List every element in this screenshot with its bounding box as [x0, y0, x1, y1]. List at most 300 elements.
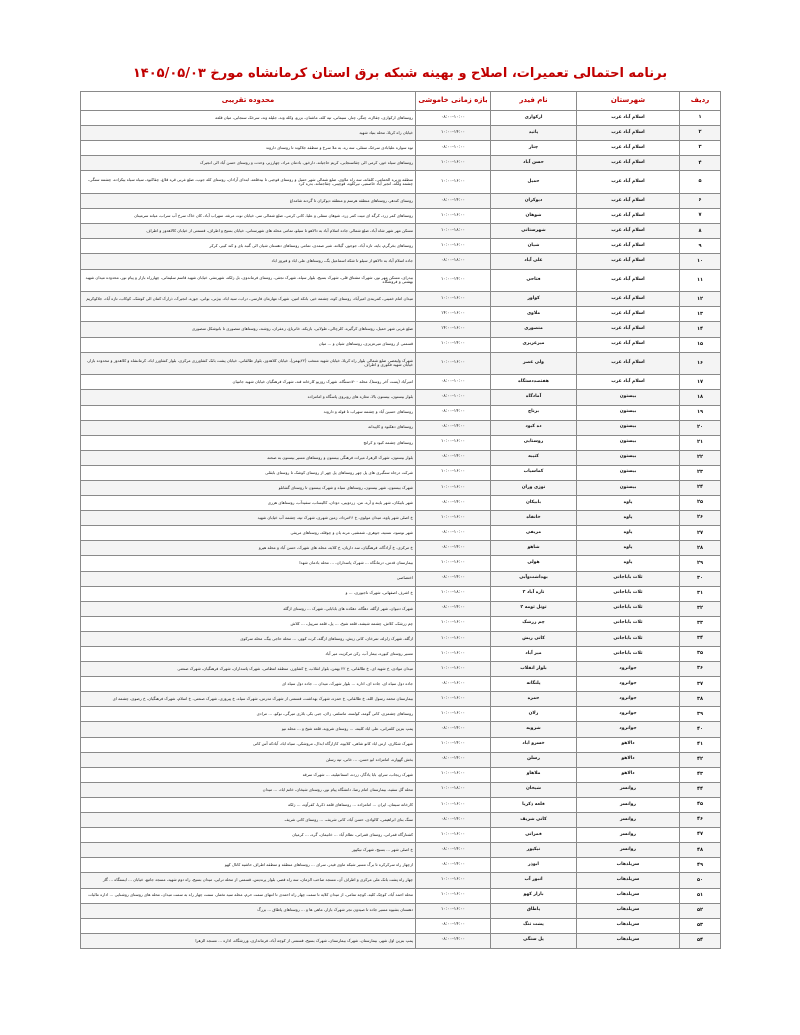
outage-window-cell: ۱۰:۰۰-۱۶:۰۰ [416, 511, 491, 526]
county-cell: پاوه [577, 556, 680, 571]
area-cell: پمپ بنزین اول شهر، بیمارستان، شهرک بیمارستان، شهرک بسیج، قسمتی از کوچه آباد، فرمانداری، ورزشگاه، اداره ... مسجد الزهرا [81, 933, 416, 948]
area-cell: روستاهای چشمزی، کانی گومه، کولسه، ماسلمر، زلان، جبی بکر، بلاری میرگی، نوکو، ... مرادی [81, 707, 416, 722]
feeder-cell: بهداشت‌وآبی [491, 571, 577, 586]
area-cell: سنگ بنای ابراهیمی، کالوادی، حسن آباد، کانی شریف، ... روستای کانی شریف [81, 813, 416, 828]
table-row [81, 662, 721, 677]
area-cell: بیدرای، مسکن مهر نور، شهرک مشتاق قلی، شهرک بسیج، بلوار سپاه، شهرک نجفی، روستای فرماندوی، بل زلکه، شهرنشر، خیابان شهید قاسم سلیمانی، چهارراه بازار و پیام نور، محدوده میدان شهید بهشتی و فروشگاه [81, 269, 416, 292]
row-number-cell: ۳۳ [680, 616, 721, 631]
row-number-cell: ۱۹ [680, 405, 721, 420]
row-number-cell: ۳۸ [680, 692, 721, 707]
feeder-cell: منصوری [491, 322, 577, 337]
outage-window-cell: ۰۸:۰۰-۱۴:۰۰ [416, 918, 491, 933]
table-row [81, 903, 721, 918]
table-row [81, 707, 721, 722]
table-row [81, 631, 721, 646]
area-cell: چم زرشک، کلاش، چشمه شیشه، قلعه شیخ، ... پل، قلعه سرپیل، ... کلاش [81, 616, 416, 631]
table-row [81, 813, 721, 828]
row-number-cell: ۱۰ [680, 254, 721, 269]
feeder-cell: پاطاق [491, 903, 577, 918]
feeder-cell: رسلن [491, 752, 577, 767]
feeder-cell: خسرو اباد [491, 737, 577, 752]
row-number-cell: ۵۰ [680, 873, 721, 888]
area-cell: ازچهار راه سرکرکره تا برگ مسیر شبکه ماوی فیدر، سرای ... روستاهای منطقه و منطقه اطراف حاشیه کانال کهو [81, 858, 416, 873]
outage-window-cell: ۰۸:۰۰-۱۴:۰۰ [416, 496, 491, 511]
county-cell: سرپلذهاب [577, 903, 680, 918]
area-cell: بلوار بیستون، بیستون بالا، مغازه های روبروی پاسگاه و امامزاده [81, 390, 416, 405]
table-row [81, 496, 721, 511]
area-cell: جاده اسلام آباد به دالاهو از سیلو تا شکه اسماعیل بگ، روستاهای علی اباد و فیروز اباد [81, 254, 416, 269]
row-number-cell: ۴۲ [680, 752, 721, 767]
feeder-cell: پاتید [491, 126, 577, 141]
table-header-row [81, 92, 721, 111]
county-cell: ثلاث باباجانی [577, 631, 680, 646]
feeder-cell: شرویه [491, 722, 577, 737]
feeder-cell: ملاوی [491, 307, 577, 322]
outage-window-cell: ۱۰:۰۰-۱۴:۰۰ [416, 737, 491, 752]
outage-window-cell: ۱۰:۰۰-۱۶:۰۰ [416, 662, 491, 677]
row-number-cell: ۱۸ [680, 390, 721, 405]
row-number-cell: ۵۱ [680, 888, 721, 903]
area-cell: خ اصلی شهر ... بسیج، شهرک نیکپور [81, 843, 416, 858]
feeder-cell: حمیل [491, 171, 577, 194]
row-number-cell: ۵۳ [680, 918, 721, 933]
outage-window-cell: ۱۰:۰۰-۱۶:۰۰ [416, 480, 491, 495]
feeder-cell: دیوکران [491, 194, 577, 209]
feeder-cell: هولی [491, 556, 577, 571]
area-cell: ضلع غربی شهر حمیل، روستاهای کرگیره، کلرچالی، طولابی، بازیکه، خانرباغ، زعفران، روشند، روستاهای منصوری تا بانوشکل منصوری [81, 322, 416, 337]
row-number-cell: ۳۲ [680, 601, 721, 616]
row-number-cell: ۵۲ [680, 903, 721, 918]
area-cell: امیرآباد (پست آخر روستا)، محله ۷۰۰دستگاه، شهرک روزیو کارخانه قند، شهرک فرهنگیان خیابان شهید جانبیان [81, 375, 416, 390]
outage-window-cell: ۰۸:۰۰-۱۴:۰۰ [416, 601, 491, 616]
outage-window-cell: ۱۰:۰۰-۱۶:۰۰ [416, 465, 491, 480]
outage-window-cell: ۱۰:۰۰-۱۶:۰۰ [416, 797, 491, 812]
county-cell: اسلام آباد غرب [577, 171, 680, 194]
table-row [81, 375, 721, 390]
area-cell: شهرک ریجاب، سراو، بابا یادگار، زرده، اسماعیلیه، ... شهرک سرقه [81, 767, 416, 782]
table-row [81, 405, 721, 420]
area-cell: کارخانه سیمان، اپران ... امامزاده ... روستاهای قلعه ذکریا، کفرآوه، ... زلکه [81, 797, 416, 812]
table-row [81, 737, 721, 752]
table-row [81, 337, 721, 352]
table-row [81, 307, 721, 322]
row-number-cell: ۳۰ [680, 571, 721, 586]
county-cell: سرپلذهاب [577, 858, 680, 873]
page-title: برنامه احتمالی تعمیرات، اصلاح و بهینه شبکه برق استان کرمانشاه مورخ ۱۴۰۵/۰۵/۰۳ [132, 66, 668, 81]
county-cell: اسلام آباد غرب [577, 254, 680, 269]
county-cell: بیستون [577, 450, 680, 465]
table-row [81, 828, 721, 843]
row-number-cell: ۴۰ [680, 722, 721, 737]
county-cell: جوانرود [577, 662, 680, 677]
feeder-cell: مریفی [491, 526, 577, 541]
table-row [81, 156, 721, 171]
row-number-cell: ۶ [680, 194, 721, 209]
table-row [81, 254, 721, 269]
area-cell: محله احمد آباد، کوچک کلیه، کوچه تمامی، از میدان کلایه تا سمت چهار راه احمدی تا انتهای سمت حرم، محله سید تخمار، سمت چهار راه به سمت میدان، محله های روستای روشنایی ... اداره مالیات [81, 888, 416, 903]
outage-window-cell: ۱۰:۰۰-۱۶:۰۰ [416, 903, 491, 918]
area-cell [81, 307, 416, 322]
column-header-outage-window: بازه زمانی خاموشی [416, 92, 491, 111]
table-row [81, 767, 721, 782]
county-cell: ثلاث باباجانی [577, 616, 680, 631]
county-cell: اسلام آباد غرب [577, 224, 680, 239]
row-number-cell: ۲۰ [680, 420, 721, 435]
row-number-cell: ۵ [680, 171, 721, 194]
table-row [81, 647, 721, 662]
area-cell: شهرک بیستون، شهر بیستون، روستاهای سیاه و شهرک بیستون تا روستای گشانلو [81, 480, 416, 495]
area-cell: جاده دول سیاه ای، جاده ای، اداره ... بلوار شهرک، میدان ... جاده دول سیاه ای [81, 677, 416, 692]
row-number-cell: ۲۳ [680, 465, 721, 480]
county-cell: اسلام آباد غرب [577, 352, 680, 375]
area-cell: بیمارستان قدس، درمانگاه ... شهرک پاسداران، ... محله بادمان شهدا [81, 556, 416, 571]
area-cell: روستاهای بخرگرم، بایه، تازه آباد، جوجور، گیلانه، شیر صمدی، تمامی روستاهای دهستان شیان الی گنبد بای و کند کبیر، کرکر [81, 239, 416, 254]
county-cell: روانسر [577, 782, 680, 797]
table-row [81, 692, 721, 707]
table-row [81, 722, 721, 737]
table-row [81, 571, 721, 586]
county-cell: اسلام آباد غرب [577, 156, 680, 171]
row-number-cell: ۲۶ [680, 511, 721, 526]
feeder-cell: کتیبه [491, 450, 577, 465]
row-number-cell: ۲۸ [680, 541, 721, 556]
county-cell: اسلام آباد غرب [577, 194, 680, 209]
feeder-cell: کواور [491, 292, 577, 307]
table-row [81, 111, 721, 126]
outage-window-cell: ۱۰:۰۰-۱۶:۰۰ [416, 171, 491, 194]
feeder-cell: خانقاه [491, 511, 577, 526]
county-cell: دالاهو [577, 752, 680, 767]
outage-window-cell: ۱۰:۰۰-۱۶:۰۰ [416, 631, 491, 646]
area-cell: چهار راه پشت بانک ملی مرکزی و اطراف آن، مسجد صاحب الزمان، سه راه قصر، بلوار پرندیس، قسمتی از محله ترابی، میدان بسیج، راه دوم شهید، مسجد جامع، خیابان ... ایستگاه ... گاز [81, 873, 416, 888]
row-number-cell: ۹ [680, 239, 721, 254]
outage-window-cell: ۰۸:۰۰-۱۴:۰۰ [416, 541, 491, 556]
row-number-cell: ۱۲ [680, 292, 721, 307]
feeder-cell: قمرانی [491, 828, 577, 843]
column-header-county: شهرستان [577, 92, 680, 111]
area-cell: خ اصلی شهر پاوه، میدان مولوی، خ ۲۶مرداد، زمین شهری، شهرک تپه، چشمه آب خیابان شهید [81, 511, 416, 526]
feeder-cell: تونل ثومه ۲ [491, 601, 577, 616]
county-cell: اسلام آباد غرب [577, 337, 680, 352]
row-number-cell: ۸ [680, 224, 721, 239]
area-cell: شهر نوسود، نستیه، جوهری، شمشیر، مرنه یان و چوقله، روستاهای مریفی [81, 526, 416, 541]
area-cell: دهستان بشیوه مسیر جاده تا صیدون نجر شهرک بازار، ماهی ها و ... روستاهای پاطاق ... بزرگ [81, 903, 416, 918]
table-row [81, 541, 721, 556]
row-number-cell: ۲۴ [680, 480, 721, 495]
outage-window-cell: ۱۰:۰۰-۱۶:۰۰ [416, 692, 491, 707]
county-cell: بیستون [577, 435, 680, 450]
feeder-cell: بازار کهو [491, 888, 577, 903]
outage-window-cell: ۱۰:۰۰-۱۶:۰۰ [416, 292, 491, 307]
outage-window-cell: ۰۸:۰۰-۱۴:۰۰ [416, 450, 491, 465]
table-row [81, 480, 721, 495]
feeder-cell: زلان [491, 707, 577, 722]
table-row [81, 171, 721, 194]
area-cell [81, 918, 416, 933]
feeder-cell: پل سنگی [491, 933, 577, 948]
area-cell: بلوار بیستون، شهرک الزهرا، میراث فرهنگی بیستون و روستاهای مسیر بیستون به صحنه [81, 450, 416, 465]
outage-window-cell: ۱۰:۰۰-۱۶:۰۰ [416, 156, 491, 171]
row-number-cell: ۱۵ [680, 337, 721, 352]
county-cell: روانسر [577, 813, 680, 828]
feeder-cell: ارکوازی [491, 111, 577, 126]
row-number-cell: ۳ [680, 141, 721, 156]
row-number-cell: ۴۷ [680, 828, 721, 843]
table-row [81, 586, 721, 601]
outage-window-cell: ۱۰:۰۰-۱۴:۰۰ [416, 269, 491, 292]
row-number-cell: ۳۵ [680, 647, 721, 662]
county-cell: دالاهو [577, 737, 680, 752]
table-row [81, 858, 721, 873]
table-row [81, 224, 721, 239]
outage-window-cell: ۱۰:۰۰-۱۶:۰۰ [416, 888, 491, 903]
row-number-cell: ۴۱ [680, 737, 721, 752]
outage-window-cell: ۰۸:۰۰-۱۴:۰۰ [416, 722, 491, 737]
county-cell: جوانرود [577, 692, 680, 707]
feeder-cell: شیخان [491, 782, 577, 797]
feeder-cell: حسن آباد [491, 156, 577, 171]
table-row [81, 239, 721, 254]
feeder-cell: حمزه [491, 692, 577, 707]
outage-window-cell: ۱۰:۰۰-۱۶:۰۰ [416, 352, 491, 375]
county-cell: اسلام آباد غرب [577, 141, 680, 156]
outage-window-cell: ۰۸:۰۰-۱۰:۰۰ [416, 111, 491, 126]
table-row [81, 918, 721, 933]
row-number-cell: ۷ [680, 209, 721, 224]
county-cell: ثلاث باباجانی [577, 586, 680, 601]
row-number-cell: ۱۷ [680, 375, 721, 390]
area-cell: میدان موادی، خ شهید ای، خ طالقانی، خ ۲۲ بهمن، بلوار انقلاب، خ کشاورز، منطقه انتظامی، شهرک پاسداران، شهرک فرهنگیان، شهرک صنعتی [81, 662, 416, 677]
feeder-cell: ملاهاو [491, 767, 577, 782]
outage-schedule-table [80, 91, 721, 949]
feeder-cell: چم زرشک [491, 616, 577, 631]
area-cell: روستاهای سیاه خور، کرمی الی چقاسنجابی، کریم حاجیانه، دارخور، بادمان مراد، چهارزبر، وحدت و روستای حسن آباد الی انجیرک [81, 156, 416, 171]
county-cell: بیستون [577, 480, 680, 495]
feeder-cell: چنار [491, 141, 577, 156]
row-number-cell: ۴۶ [680, 813, 721, 828]
table-row [81, 435, 721, 450]
feeder-cell: برناج [491, 405, 577, 420]
row-number-cell: ۱۳ [680, 307, 721, 322]
area-cell: خ مرکزی، خ آزادگاه، فرهنگیان، سد داریان، خ کلابه، محله های شهرک، حسن آباد و محله هیرو [81, 541, 416, 556]
row-number-cell: ۴۴ [680, 782, 721, 797]
area-cell: منطقه وزیره الحمامی، کلفانه، سه راه ملاوی، ضلع شمالی شهر حمیل و روستای قوجبی تا بیدقلعه، ابتدای آزادان، روستای کله جوب، ضلع غربی قره قلاغ، چقاکبود، سیاه سیاه بیکزاده، چشمه سنگی، چشمه ولکه، انجیر آباد خاصمیر، نیرکلوه، قوچینی، چقاجمانه، بدره کرد [81, 171, 416, 194]
county-cell: بیستون [577, 420, 680, 435]
county-cell: بیستون [577, 465, 680, 480]
county-cell: روانسر [577, 843, 680, 858]
county-cell: جوانرود [577, 707, 680, 722]
outage-window-cell: ۱۰:۰۰-۱۸:۰۰ [416, 224, 491, 239]
outage-window-cell: ۱۰:۰۰-۱۶:۰۰ [416, 239, 491, 254]
outage-window-cell: ۰۸:۰۰-۱۴:۰۰ [416, 752, 491, 767]
county-cell: اسلام آباد غرب [577, 126, 680, 141]
row-number-cell: ۱۴ [680, 322, 721, 337]
table-row [81, 526, 721, 541]
outage-window-cell: ۱۰:۰۰-۱۶:۰۰ [416, 209, 491, 224]
outage-window-cell: ۱۰:۰۰-۱۶:۰۰ [416, 767, 491, 782]
outage-window-cell: ۰۸:۰۰-۱۰:۰۰ [416, 526, 491, 541]
feeder-cell: فتاحی [491, 269, 577, 292]
feeder-cell: روستایی [491, 435, 577, 450]
area-cell: روستاهای دهکبود و کاپیدانه [81, 420, 416, 435]
county-cell: بیستون [577, 405, 680, 420]
county-cell: اسلام آباد غرب [577, 375, 680, 390]
feeder-cell: انبور آب [491, 873, 577, 888]
outage-window-cell: ۰۸:۰۰-۱۴:۰۰ [416, 571, 491, 586]
feeder-cell: شیان [491, 239, 577, 254]
county-cell: ثلاث باباجانی [577, 601, 680, 616]
row-number-cell: ۲۲ [680, 450, 721, 465]
feeder-cell: بابیکان [491, 496, 577, 511]
feeder-cell: علی آباد [491, 254, 577, 269]
area-cell: پمپ بنزین کلمرانی، علی اباد کلینه، ... روستای شرویه، قلعه شیخ و ... محله نیو [81, 722, 416, 737]
area-cell: خ اشرف اصفهانی، شهرک ناجیوری، ... و [81, 586, 416, 601]
feeder-cell: پشت تنگ [491, 918, 577, 933]
table-row [81, 616, 721, 631]
area-cell: شهرک شکاری، ارس اباد کانو شاهی، کلایوه، کازارگاه ابدال، مروشکی، سیاه اباد، آبادکه آس کانی [81, 737, 416, 752]
county-cell: بیستون [577, 390, 680, 405]
area-cell: کشتارگاه قمرانی، روستای قمرانی، نظام آباد ... خانیمان، گره، ... کرمیان [81, 828, 416, 843]
feeder-cell: ده کبود [491, 420, 577, 435]
outage-window-cell: ۰۸:۰۰-۱۴:۰۰ [416, 420, 491, 435]
outage-window-cell: ۱۰:۰۰-۱۸:۰۰ [416, 586, 491, 601]
row-number-cell: ۲۵ [680, 496, 721, 511]
area-cell: توه سواره علیابادی سرخک سفلی، سه ره، به ملا سرخ و منطقه جلالوند تا روستای داروند [81, 141, 416, 156]
area-cell: روستای کندهر، روستاهای منطقه هرسم و منطقه دیوکران تا گردنه شامداغ [81, 194, 416, 209]
table-row [81, 888, 721, 903]
area-cell: محله گل سفید، بیمارستان امام رضا، دانشگاه پیام نور، روستای شیخان، خانم اباد، ... میدان [81, 782, 416, 797]
outage-window-cell: ۱۰:۰۰-۱۶:۰۰ [416, 647, 491, 662]
area-cell: بیمارستان محمد رسول الله، خ طالقانی، خ حمزه، شهرک بهداشت، قسمتی از شهرک مدرس، شهرک سپاه، خ پیروزی، شهرک صنعتی، خ اسلام، شهرک فرهنگیان، خ رضوی، چشمه ای [81, 692, 416, 707]
area-cell: روستاهای چشمه کبود و کرانچ [81, 435, 416, 450]
row-number-cell: ۱۱ [680, 269, 721, 292]
county-cell: روانسر [577, 828, 680, 843]
outage-window-cell: ۰۸:۰۰-۱۶:۰۰ [416, 677, 491, 692]
column-header-area: محدوده تقریبی [81, 92, 416, 111]
table-row [81, 450, 721, 465]
county-cell: اسلام آباد غرب [577, 292, 680, 307]
county-cell: سرپلذهاب [577, 888, 680, 903]
area-cell: روستاهای ارکوازی، چقاازه، چنگر، چنار، سیمانی، تپه کله، ماشنان، بزرو، وکله وند، جلیله وند، سرخک سنجابی، میان قلعه [81, 111, 416, 126]
county-cell: پاوه [577, 526, 680, 541]
feeder-cell: میرعزیزی [491, 337, 577, 352]
outage-window-cell: ۱۰:۰۰-۱۶:۰۰ [416, 873, 491, 888]
county-cell: پاوه [577, 496, 680, 511]
county-cell: پاوه [577, 541, 680, 556]
feeder-cell: آمادگاه [491, 390, 577, 405]
area-cell: بخش گهواره، امامزاده ابو حسن، ... خانی، تپه رسلن [81, 752, 416, 767]
outage-window-cell: ۱۰:۰۰-۱۸:۰۰ [416, 782, 491, 797]
area-cell: قسمتی از روستای میرعزیزی، روستاهای شیان و ... میان [81, 337, 416, 352]
table-row [81, 420, 721, 435]
area-cell: شرکت درجاه سنگبری های پل چهر روستاهای پل چهر از روستای کوشک تا روستای بابقلی [81, 465, 416, 480]
county-cell: سرپلذهاب [577, 873, 680, 888]
outage-window-cell: ۰۸:۰۰-۱۰:۰۰ [416, 375, 491, 390]
table-row [81, 352, 721, 375]
area-cell: روستاهای کمر زرد، کرگه ای تنیت کمر زرد، شوهان سفلی و علیا، کانی کرمی، ضلع شمالی سر، خیابان نوت مرغه، سهراب آباد، کان خاک سرخ آب سراب، میانه سرمینان [81, 209, 416, 224]
feeder-cell: ابوذر [491, 858, 577, 873]
row-number-cell: ۳۹ [680, 707, 721, 722]
table-row [81, 390, 721, 405]
county-cell: سرپلذهاب [577, 918, 680, 933]
outage-window-cell: ۰۸:۰۰-۱۴:۰۰ [416, 843, 491, 858]
outage-window-cell: ۰۸:۰۰-۱۰:۰۰ [416, 141, 491, 156]
table-row [81, 141, 721, 156]
outage-window-cell: ۱۰:۰۰-۱۶:۰۰ [416, 556, 491, 571]
row-number-cell: ۳۱ [680, 586, 721, 601]
feeder-cell: شهرستانی [491, 224, 577, 239]
outage-window-cell: ۰۸:۰۰-۱۴:۰۰ [416, 813, 491, 828]
feeder-cell: ولی عصر [491, 352, 577, 375]
outage-window-cell: ۰۸:۰۰-۱۴:۰۰ [416, 405, 491, 420]
table-row [81, 752, 721, 767]
outage-window-cell: ۰۸:۰۰-۱۴:۰۰ [416, 858, 491, 873]
outage-window-cell: ۰۸:۰۰-۱۰:۰۰ [416, 390, 491, 405]
area-cell: شهرک دنبوان، شهر ازگله، دهگاه، دهکده های بابابابی، شهرک ... روستای ازگله [81, 601, 416, 616]
row-number-cell: ۴۳ [680, 767, 721, 782]
row-number-cell: ۴ [680, 156, 721, 171]
area-cell: شهر بابیکان، شهر باینه و آره، نتن، زردوییی، دودان، کالیساب، سفیدآب، روستاهای هزری [81, 496, 416, 511]
feeder-cell: پلنگانه [491, 677, 577, 692]
county-cell: اسلام آباد غرب [577, 209, 680, 224]
table-row [81, 782, 721, 797]
row-number-cell: ۳۴ [680, 631, 721, 646]
table-row [81, 511, 721, 526]
row-number-cell: ۴۹ [680, 858, 721, 873]
feeder-cell: نوژی وران [491, 480, 577, 495]
county-cell: دالاهو [577, 767, 680, 782]
outage-window-cell: ۱۴:۰۰-۱۶:۰۰ [416, 307, 491, 322]
column-header-row-number: ردیف [680, 92, 721, 111]
outage-window-cell: ۱۰:۰۰-۱۶:۰۰ [416, 828, 491, 843]
outage-window-cell: ۱۰:۰۰-۱۶:۰۰ [416, 616, 491, 631]
county-cell: ثلاث باباجانی [577, 571, 680, 586]
county-cell: اسلام آباد غرب [577, 111, 680, 126]
table-row [81, 194, 721, 209]
table-row [81, 465, 721, 480]
table-row [81, 126, 721, 141]
feeder-cell: بلوار انقلاب [491, 662, 577, 677]
county-cell: جوانرود [577, 677, 680, 692]
feeder-cell: کماسیاب [491, 465, 577, 480]
area-cell: اختصاصی [81, 571, 416, 586]
county-cell: پاوه [577, 511, 680, 526]
county-cell: سرپلذهاب [577, 933, 680, 948]
feeder-cell: میر آباد [491, 647, 577, 662]
table-row [81, 292, 721, 307]
feeder-cell: قلعه ذکریا [491, 797, 577, 812]
county-cell: اسلام آباد غرب [577, 269, 680, 292]
feeder-cell: کانی شریف [491, 813, 577, 828]
table-row [81, 209, 721, 224]
row-number-cell: ۴۵ [680, 797, 721, 812]
outage-window-cell: ۰۸:۰۰-۱۸:۰۰ [416, 254, 491, 269]
area-cell: مسکن مهر شهر شاه آباد، ضلع شمالی جاده اسلام آباد به دالاهو تا سیلو، تمامی محله های شهرستانی، خیابان بسیج و اطراف، قسمتی از خیابان کالاهدوز و اطراف [81, 224, 416, 239]
feeder-cell: نیکپور [491, 843, 577, 858]
area-cell: مسیر روستای کیوره، بیمار آب، رکن مرکزیت میر آباد [81, 647, 416, 662]
row-number-cell: ۱۶ [680, 352, 721, 375]
outage-window-cell: ۱۰:۰۰-۱۶:۰۰ [416, 707, 491, 722]
table-row [81, 797, 721, 812]
row-number-cell: ۲۷ [680, 526, 721, 541]
table-row [81, 843, 721, 858]
row-number-cell: ۲ [680, 126, 721, 141]
area-cell: روستاهای حسین آباد و چشمه سهراب تا قوله و داروند [81, 405, 416, 420]
outage-window-cell: ۱۰:۰۰-۱۴:۰۰ [416, 337, 491, 352]
feeder-cell: شاهو [491, 541, 577, 556]
row-number-cell: ۵۴ [680, 933, 721, 948]
table-row [81, 873, 721, 888]
